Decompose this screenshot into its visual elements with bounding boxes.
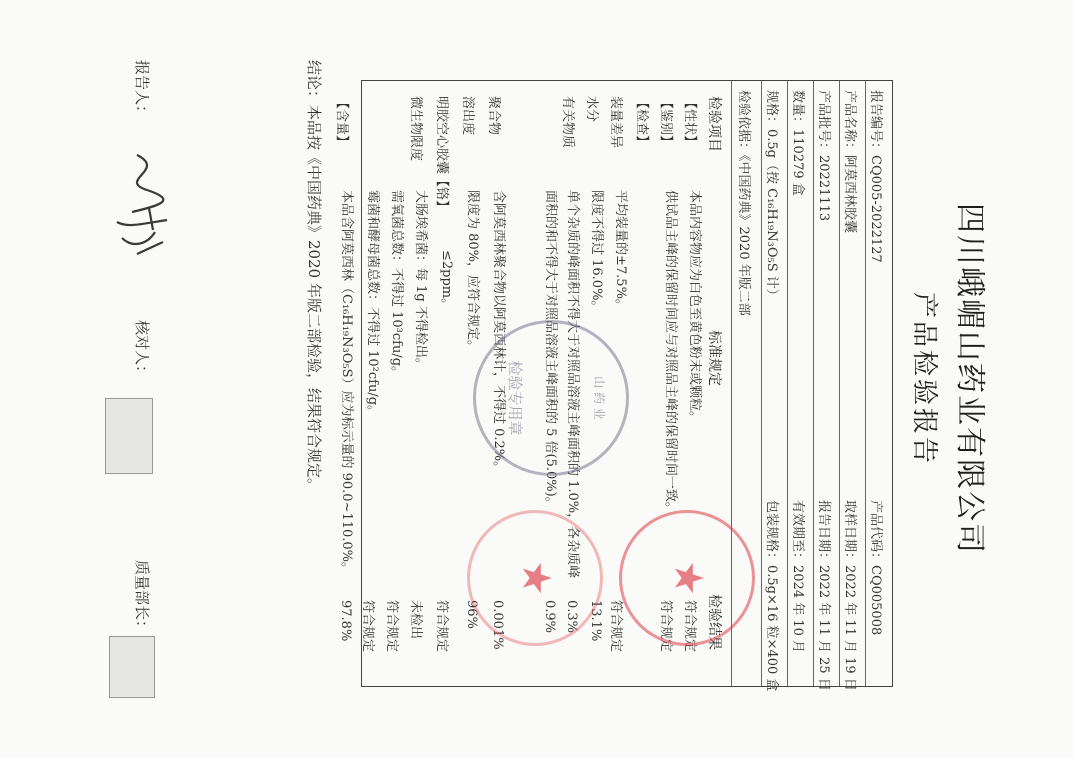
stamp-top-text: 山 药 业 — [592, 376, 606, 420]
std-polymer: 含阿莫西林聚合物以阿莫西林计，不得过 0.2%。 — [491, 190, 506, 475]
report-number: 报告编号：CQ005-2022127 — [868, 90, 883, 263]
quality-head-seal — [109, 636, 155, 698]
product-name: 产品名称：阿莫西林胶囊 — [842, 90, 857, 234]
std-dissolution: 限度为 80%，应符合规定。 — [465, 190, 480, 354]
item-water: 水分 — [584, 96, 599, 123]
package-spec: 包装规格：0.5g×16 粒×400 盒 — [764, 500, 779, 692]
result-water: 13.1% — [588, 600, 603, 642]
std-identification: 供试品主峰的保留时间应与对照品主峰的保留时间一致。 — [663, 190, 678, 516]
reporter-signature — [99, 150, 177, 260]
checker-seal — [105, 398, 153, 474]
valid-until: 有效期至：2024 年 10 月 — [790, 500, 805, 654]
red-seal-lower — [467, 510, 603, 646]
item-microbial: 微生物限度 — [408, 96, 423, 162]
quantity: 数量：110279 盒 — [790, 90, 805, 196]
red-seal-upper — [619, 510, 755, 646]
std-related-substances: 单个杂质的峰面积不得大于对照品溶液主峰面积的 1.0%，各杂质峰面积的和不得大于对照品溶液主峰面积的 5 倍(5.0%)。 — [543, 190, 580, 579]
item-chromium: 明胶空心胶囊【铬】 — [434, 96, 449, 214]
item-assay: 【含量】 — [334, 96, 349, 149]
column-item: 检验项目 — [706, 96, 722, 152]
star-icon: ★ — [513, 560, 559, 596]
stamp-bottom-text: 检验专用章 — [506, 360, 524, 436]
conclusion: 结论：本品按《中国药典》2020 年版二部检验，结果符合规定。 — [305, 60, 323, 493]
checker-label: 核对人： — [133, 320, 151, 381]
item-dissolution: 溶出度 — [460, 96, 475, 136]
result-related-single: 0.3% — [564, 600, 579, 634]
result-polymer: 0.001% — [490, 600, 505, 650]
result-identification: 符合规定 — [658, 600, 673, 653]
result-assay: 97.8% — [338, 600, 353, 642]
result-aerobic: 符合规定 — [384, 600, 399, 653]
column-result: 检验结果 — [706, 594, 722, 650]
inspection-basis: 检验依据：《中国药典》2020 年版二部 — [736, 90, 751, 316]
std-chromium: ≤2ppm。 — [439, 250, 454, 312]
result-fill-variation: 符合规定 — [608, 600, 623, 653]
std-ecoli: 大肠埃希菌：每 1g 不得检出。 — [413, 190, 428, 371]
result-appearance: 符合规定 — [682, 600, 697, 653]
item-checks: 【检查】 — [634, 96, 649, 149]
std-mold-yeast: 霉菌和酵母菌总数：不得过 10²cfu/g。 — [365, 190, 380, 419]
result-ecoli: 未检出 — [408, 600, 423, 640]
std-appearance: 本品内容物应为白色至黄色粉末或颗粒。 — [687, 190, 702, 425]
result-dissolution: 96% — [464, 600, 479, 629]
item-identification: 【鉴别】 — [658, 96, 673, 149]
inspection-stamp — [473, 320, 629, 476]
batch-number: 产品批号：20221113 — [816, 90, 831, 222]
std-aerobic: 需氧菌总数：不得过 10³cfu/g。 — [389, 190, 404, 380]
item-related-substances: 有关物质 — [560, 96, 575, 149]
sampling-date: 取样日期：2022 年 11 月 19 日 — [842, 500, 857, 691]
report-date: 报告日期：2022 年 11 月 25 日 — [816, 500, 831, 691]
company-name: 四川峨嵋山药业有限公司 — [952, 203, 987, 555]
quality-head-label: 质量部长： — [133, 560, 151, 636]
document-title: 产品检验报告 — [909, 291, 939, 466]
product-code: 产品代码：CQ005008 — [868, 500, 883, 636]
item-fill-variation: 装量差异 — [608, 96, 623, 149]
reporter-label: 报告人： — [133, 60, 151, 121]
item-appearance: 【性状】 — [682, 96, 697, 149]
std-assay: 本品含阿莫西林（C₁₆H₁₉N₃O₅S）应为标示量的 90.0~110.0%。 — [339, 190, 354, 576]
star-icon: ★ — [665, 560, 711, 596]
result-related-total: 0.9% — [542, 600, 557, 634]
std-water: 限度不得过 16.0%。 — [589, 190, 604, 314]
item-polymer: 聚合物 — [486, 96, 501, 136]
std-fill-variation: 平均装量的±7.5%。 — [613, 190, 628, 312]
result-mold-yeast: 符合规定 — [360, 600, 375, 653]
specification: 规格：0.5g（按 C₁₆H₁₉N₃O₅S 计） — [764, 90, 779, 302]
result-chromium: 符合规定 — [434, 600, 449, 653]
column-standard: 标准规定 — [706, 330, 722, 386]
